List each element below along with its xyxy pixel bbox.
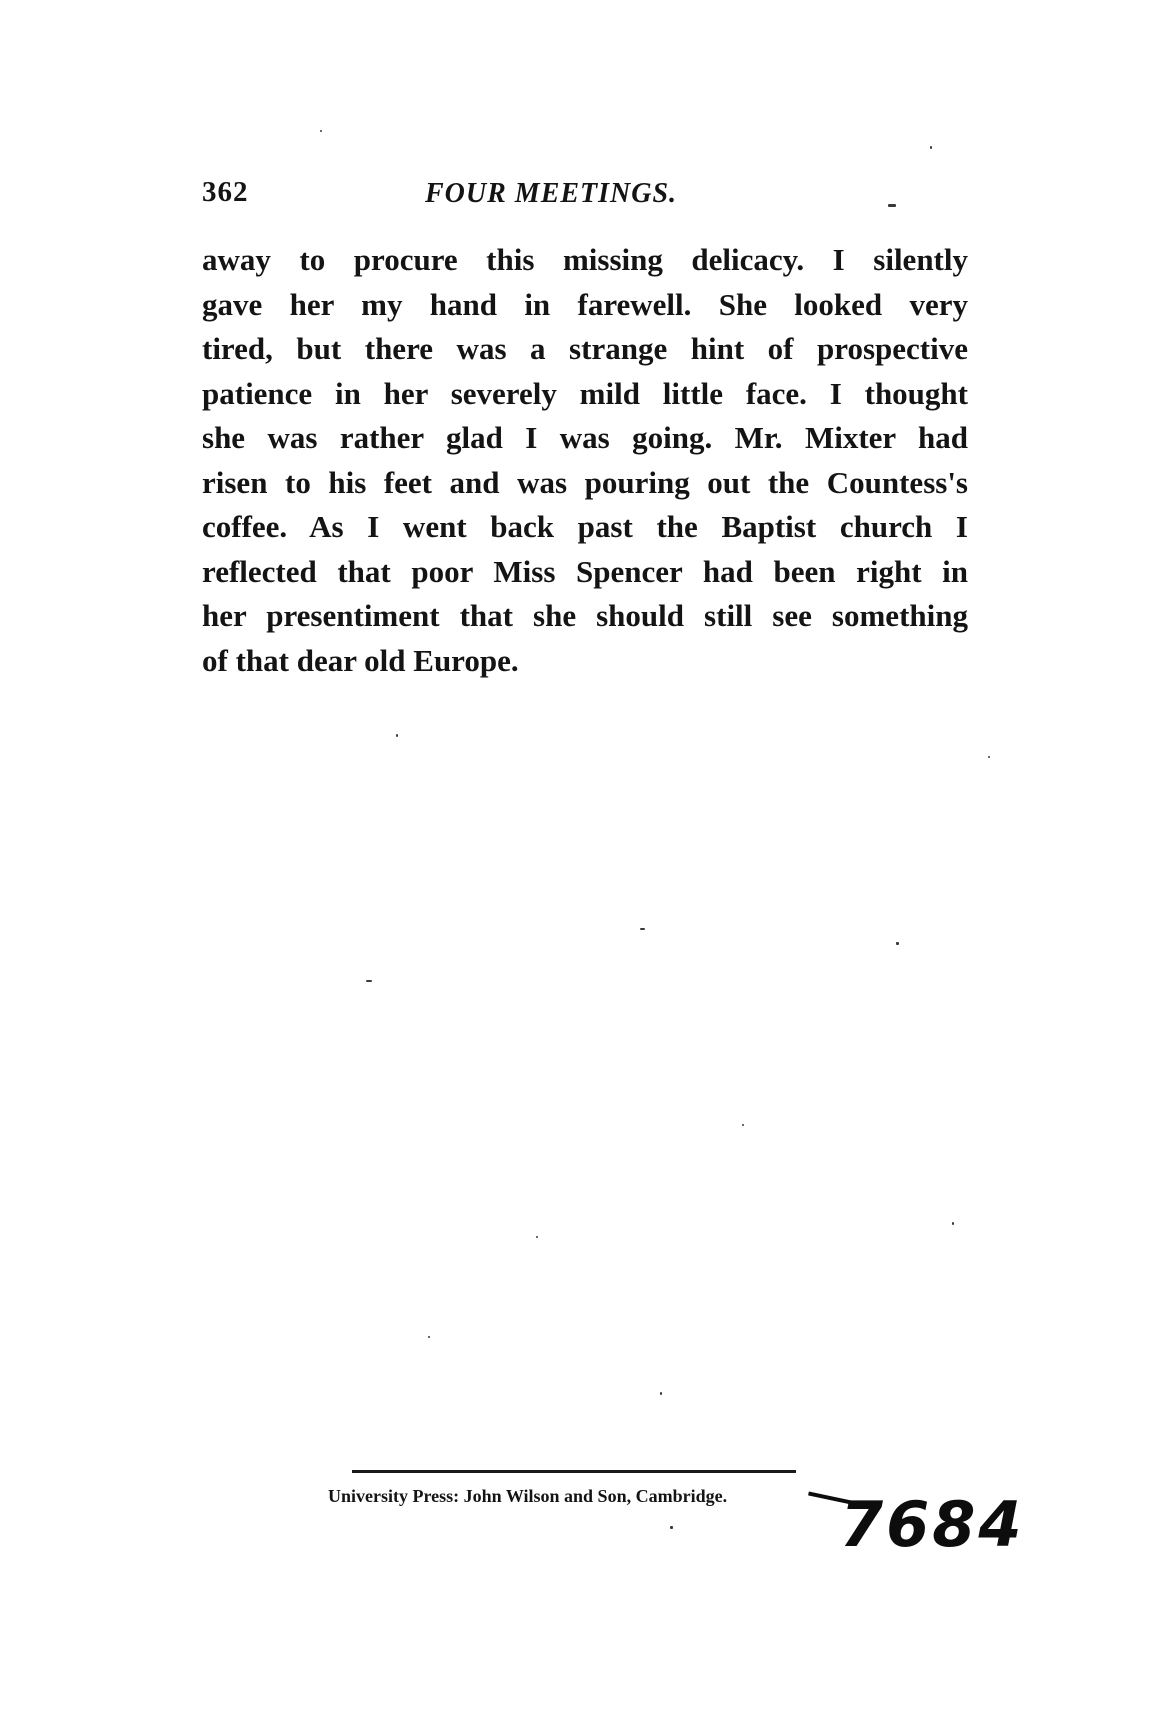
text-line: away to procure this missing delicacy. I silently [202, 242, 968, 277]
text-line: gave her my hand in farewell. She looked very [202, 286, 968, 322]
body-paragraph [202, 238, 968, 683]
scan-speck [952, 1222, 954, 1225]
running-head-title: FOUR MEETINGS. [425, 178, 678, 209]
text-line: tired, but there was a strange hint of prospective [202, 331, 968, 366]
scan-speck [320, 130, 322, 132]
scan-speck [536, 1236, 538, 1238]
scan-speck [660, 1392, 662, 1395]
scan-speck [988, 756, 990, 758]
text-line: she was rather glad I was going. Mr. Mixter had [202, 420, 968, 455]
scan-speck [888, 204, 896, 207]
scan-speck [930, 146, 932, 149]
library-stamp-number: 7684 [840, 1488, 1025, 1561]
text-line: coffee. As I went back past the Baptist church I [202, 509, 968, 544]
printer-imprint: University Press: John Wilson and Son, Cambridge. [328, 1486, 728, 1506]
text-line: reflected that poor Miss Spencer had been right in [202, 553, 968, 589]
text-line: patience in her severely mild little face. I thought [202, 375, 968, 411]
scan-speck [896, 942, 899, 945]
scan-speck [366, 980, 372, 982]
scan-speck [742, 1124, 744, 1126]
scan-speck [640, 928, 645, 930]
page-number: 362 [202, 176, 249, 208]
scan-speck [396, 734, 398, 737]
text-line: her presentiment that she should still see something [202, 598, 968, 633]
scan-speck [428, 1336, 430, 1338]
text-line: of that dear old Europe. [202, 642, 519, 678]
imprint-rule [352, 1470, 796, 1473]
scan-speck [670, 1526, 673, 1529]
text-line: risen to his feet and was pouring out the Countess's [202, 464, 968, 500]
